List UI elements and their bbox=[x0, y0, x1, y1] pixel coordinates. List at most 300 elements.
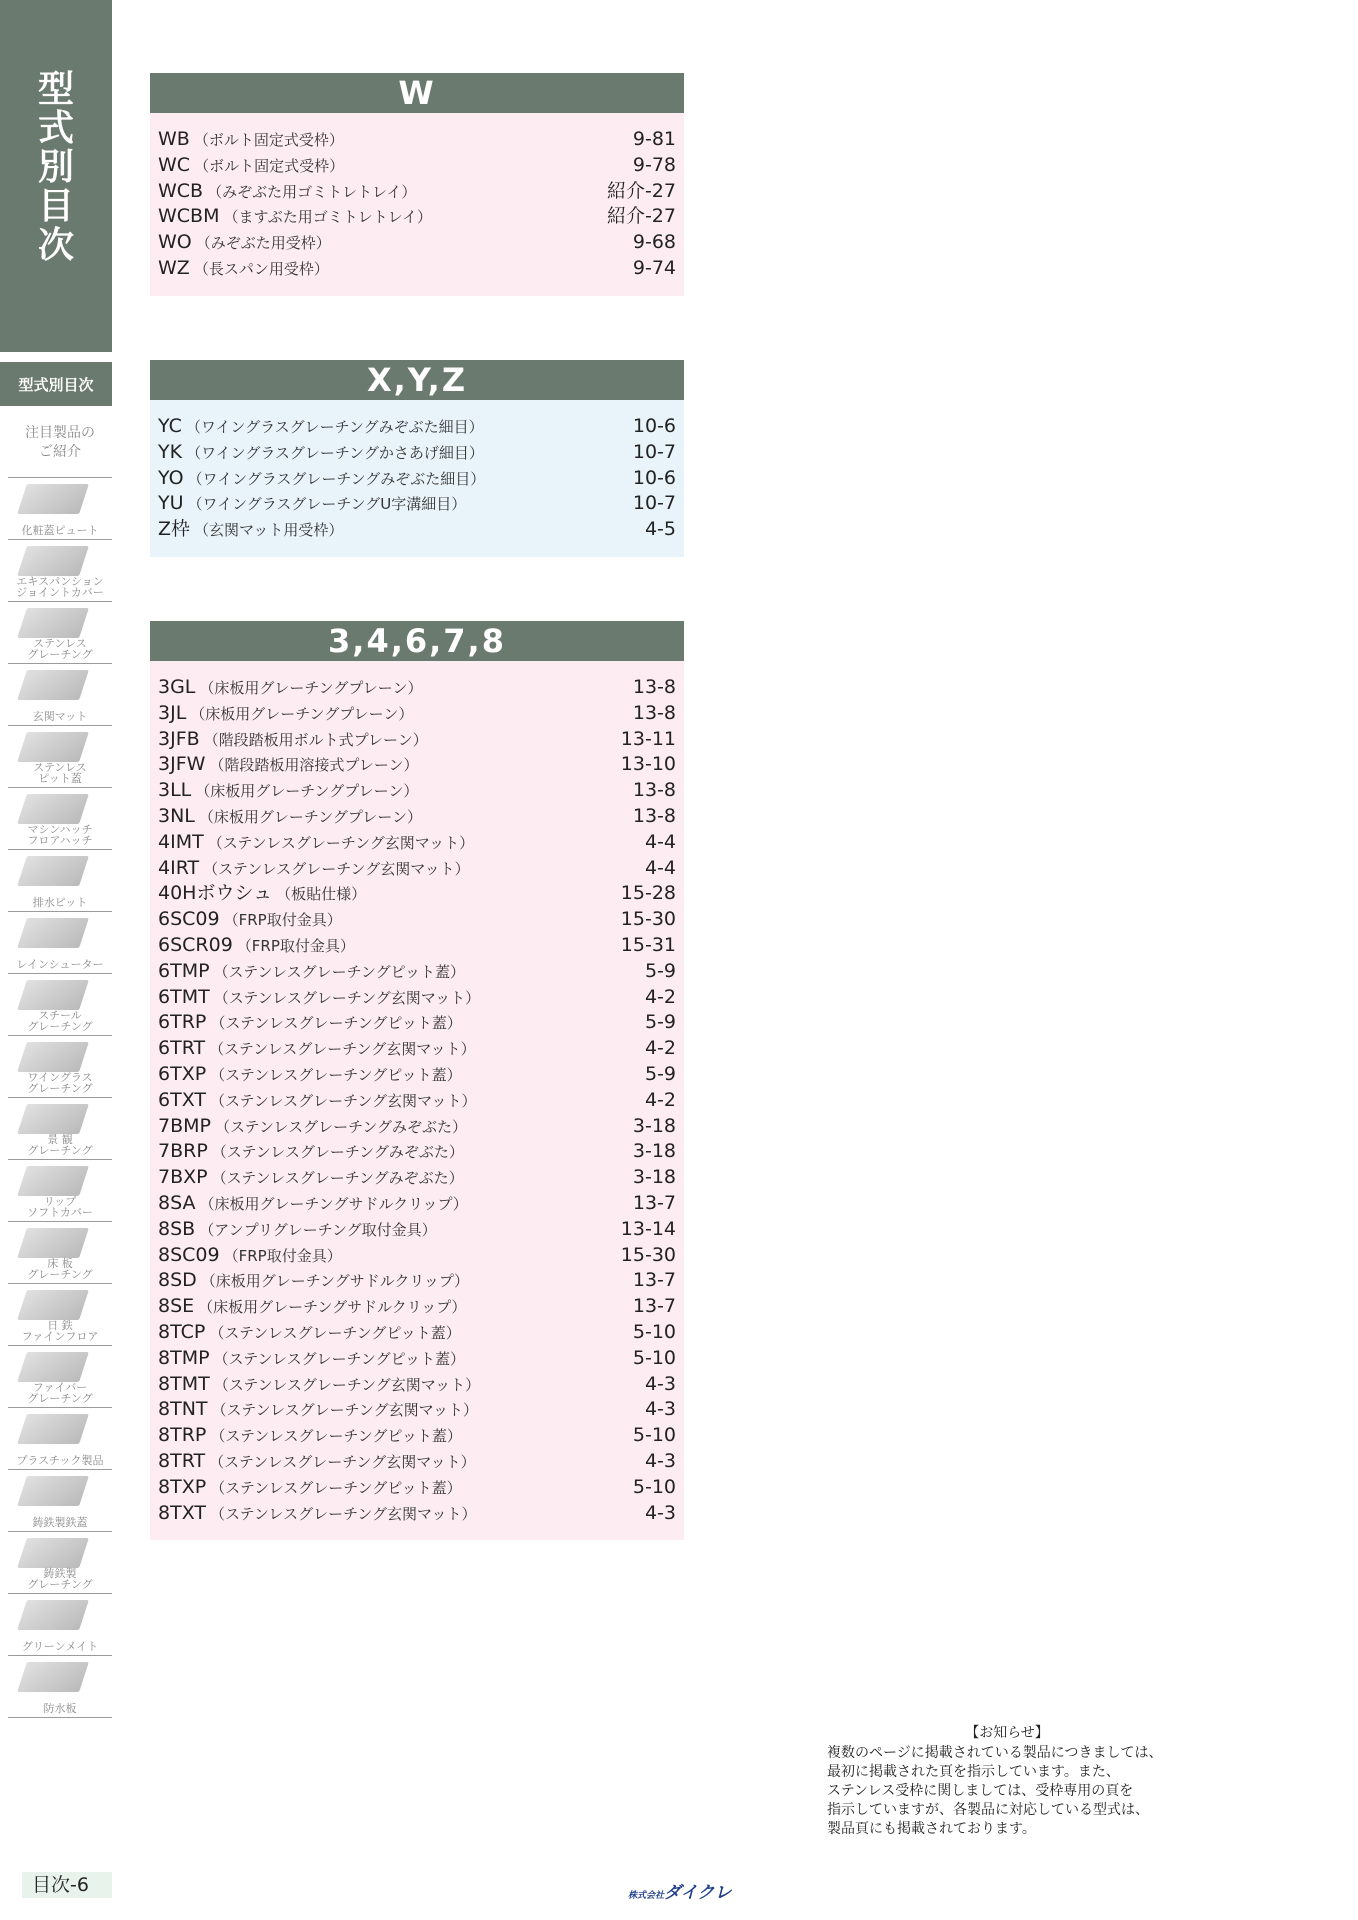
section-body bbox=[150, 113, 684, 296]
index-row[interactable] bbox=[158, 153, 676, 179]
model-code: 8SA bbox=[158, 1191, 196, 1214]
index-row[interactable] bbox=[158, 985, 676, 1011]
model-code: 3JFB bbox=[158, 727, 200, 750]
sidebar-item-label: 鋳鉄製鉄蓋 bbox=[32, 1516, 88, 1529]
page-reference: 4-3 bbox=[644, 1449, 676, 1472]
sidebar-item[interactable] bbox=[8, 1098, 112, 1160]
page-reference: 9-78 bbox=[632, 153, 676, 176]
row-label bbox=[158, 1062, 462, 1089]
model-code: 6SC09 bbox=[158, 908, 220, 931]
product-thumbnail bbox=[17, 1414, 89, 1444]
model-description: （ステンレスグレーチング玄関マット） bbox=[203, 859, 470, 878]
product-thumbnail bbox=[17, 918, 89, 948]
model-description: （ワイングラスグレーチングみぞぶた細目） bbox=[187, 469, 486, 488]
sidebar-item-label: 鋳鉄製 グレーチング bbox=[27, 1567, 93, 1591]
product-thumbnail bbox=[17, 670, 89, 700]
page-reference: 13-8 bbox=[632, 779, 676, 802]
model-description: （FRP取付金具） bbox=[236, 936, 355, 955]
page-reference: 10-6 bbox=[632, 415, 676, 437]
sidebar-tab-model-index[interactable]: 型式別目次 bbox=[0, 362, 112, 406]
model-code: 40Hボウシュ bbox=[158, 882, 273, 905]
model-code: 6TXT bbox=[158, 1088, 206, 1111]
vertical-title-char: 式 bbox=[37, 108, 74, 149]
model-description: （ステンレスグレーチング玄関マット） bbox=[213, 1375, 481, 1394]
index-row[interactable] bbox=[158, 830, 676, 856]
section-heading: X,Y,Z bbox=[150, 360, 684, 400]
product-thumbnail bbox=[17, 546, 89, 576]
model-description: （ステンレスグレーチングピット蓋） bbox=[210, 1065, 462, 1084]
sidebar-item-label: 景 観 グレーチング bbox=[27, 1133, 93, 1157]
page-reference: 10-7 bbox=[632, 440, 676, 463]
sidebar-item-label: ファイバー グレーチング bbox=[27, 1381, 93, 1405]
sidebar-item[interactable] bbox=[8, 1470, 112, 1532]
index-row[interactable] bbox=[158, 1062, 676, 1088]
index-row[interactable] bbox=[158, 491, 676, 517]
index-row[interactable] bbox=[158, 959, 676, 985]
model-description: （床板用グレーチングプレーン） bbox=[199, 679, 423, 697]
model-code: 4IMT bbox=[158, 830, 204, 853]
model-code: WCBM bbox=[158, 205, 220, 228]
model-code: 6TMT bbox=[158, 985, 210, 1008]
model-code: 8TXT bbox=[158, 1501, 206, 1524]
page-reference: 4-2 bbox=[644, 1037, 676, 1060]
page-reference: 4-3 bbox=[644, 1372, 676, 1395]
row-label bbox=[158, 727, 428, 754]
model-code: YC bbox=[158, 415, 182, 437]
company-logo bbox=[628, 1878, 731, 1903]
logo-name: ダイクレ bbox=[664, 1883, 732, 1903]
product-thumbnail bbox=[17, 1290, 89, 1320]
page-reference: 13-7 bbox=[632, 1295, 676, 1318]
row-label bbox=[158, 1165, 464, 1192]
model-description: （階段踏板用ボルト式プレーン） bbox=[203, 730, 428, 749]
sidebar-item[interactable] bbox=[8, 540, 112, 602]
model-description: （床板用グレーチングプレーン） bbox=[198, 807, 422, 826]
section-heading: W bbox=[150, 73, 684, 113]
sidebar-item[interactable] bbox=[8, 664, 112, 726]
sidebar-item[interactable] bbox=[8, 788, 112, 850]
model-code: 8TRP bbox=[158, 1424, 207, 1447]
sidebar-item-label: マシンハッチ フロアハッチ bbox=[27, 823, 93, 847]
model-description: （ステンレスグレーチング玄関マット） bbox=[207, 833, 475, 852]
sidebar-item-label: リップ ソフトカバー bbox=[27, 1195, 93, 1219]
model-code: 8SD bbox=[158, 1269, 197, 1292]
index-row[interactable] bbox=[158, 1010, 676, 1036]
model-description: （長スパン用受枠） bbox=[193, 259, 329, 278]
index-row[interactable] bbox=[158, 1088, 676, 1114]
row-label bbox=[158, 1191, 468, 1218]
sidebar-item[interactable] bbox=[8, 1284, 112, 1346]
model-code: 3GL bbox=[158, 676, 196, 698]
sidebar-item-label: エキスパンション ジョイントカバー bbox=[16, 575, 104, 599]
page-reference: 5-10 bbox=[632, 1424, 676, 1447]
index-row[interactable] bbox=[158, 1397, 676, 1423]
row-label bbox=[158, 179, 416, 206]
row-label bbox=[158, 1372, 480, 1399]
index-row[interactable] bbox=[158, 1243, 676, 1269]
page-reference: 13-8 bbox=[632, 676, 676, 698]
model-code: 8TMP bbox=[158, 1346, 210, 1369]
row-label bbox=[158, 933, 355, 960]
sidebar-item[interactable] bbox=[8, 726, 112, 788]
sidebar-item[interactable] bbox=[8, 1222, 112, 1284]
model-description: （階段踏板用溶接式プレーン） bbox=[209, 756, 419, 775]
page-reference: 13-8 bbox=[632, 701, 676, 724]
index-row[interactable] bbox=[158, 1114, 676, 1140]
sidebar-item[interactable] bbox=[8, 602, 112, 664]
index-row[interactable] bbox=[158, 1346, 676, 1372]
product-thumbnail bbox=[17, 1228, 89, 1258]
row-label bbox=[158, 517, 343, 544]
model-description: （床板用グレーチングプレーン） bbox=[195, 782, 419, 801]
sidebar-item[interactable] bbox=[8, 850, 112, 912]
page-reference: 9-81 bbox=[632, 128, 676, 150]
page-reference: 3-18 bbox=[632, 1166, 676, 1189]
vertical-title-char: 目 bbox=[37, 186, 74, 227]
page-reference: 9-74 bbox=[632, 256, 676, 279]
sidebar-item-label: 排水ピット bbox=[32, 896, 88, 909]
sidebar-item-label: 化粧蓋ピュート bbox=[21, 524, 99, 537]
index-row[interactable] bbox=[158, 1475, 676, 1501]
product-thumbnail bbox=[17, 1352, 89, 1382]
index-row[interactable] bbox=[158, 256, 676, 282]
model-description: （ステンレスグレーチングピット蓋） bbox=[213, 1349, 466, 1368]
row-label bbox=[158, 1010, 462, 1037]
product-thumbnail bbox=[17, 732, 89, 762]
vertical-title bbox=[0, 0, 112, 352]
row-label bbox=[158, 856, 470, 883]
model-code: WO bbox=[158, 231, 192, 254]
page-reference: 3-18 bbox=[632, 1114, 676, 1137]
model-code: 6SCR09 bbox=[158, 933, 233, 956]
page-reference: 5-9 bbox=[644, 1011, 676, 1034]
page-reference: 10-6 bbox=[632, 466, 676, 489]
model-description: （ますぶた用ゴミトレトレイ） bbox=[223, 208, 432, 227]
model-code: WCB bbox=[158, 179, 204, 202]
index-row[interactable] bbox=[158, 1372, 676, 1398]
sidebar-item[interactable] bbox=[8, 912, 112, 974]
model-code: YK bbox=[158, 440, 183, 463]
index-row[interactable] bbox=[158, 1217, 676, 1243]
model-code: 7BMP bbox=[158, 1114, 211, 1137]
product-thumbnail bbox=[17, 608, 89, 638]
model-description: （ステンレスグレーチング玄関マット） bbox=[211, 1401, 478, 1420]
row-label bbox=[158, 959, 465, 986]
row-label bbox=[158, 1501, 476, 1528]
page-reference: 13-11 bbox=[620, 727, 676, 750]
page-reference: 15-28 bbox=[620, 882, 676, 905]
sidebar-item[interactable] bbox=[8, 1346, 112, 1408]
model-code: WB bbox=[158, 128, 190, 150]
page-reference: 紹介-27 bbox=[606, 205, 676, 228]
model-code: 6TXP bbox=[158, 1062, 207, 1085]
model-description: （ステンレスグレーチング玄関マット） bbox=[213, 988, 481, 1007]
model-code: 8TXP bbox=[158, 1475, 207, 1498]
row-label bbox=[158, 1139, 464, 1166]
model-description: （ボルト固定式受枠） bbox=[193, 131, 344, 149]
product-thumbnail bbox=[17, 1538, 89, 1568]
index-row[interactable] bbox=[158, 179, 676, 205]
model-code: 8SE bbox=[158, 1295, 195, 1318]
model-code: 6TMP bbox=[158, 959, 210, 982]
index-row[interactable] bbox=[158, 675, 676, 701]
page-reference: 5-10 bbox=[632, 1475, 676, 1498]
product-thumbnail bbox=[17, 1476, 89, 1506]
page-reference: 3-18 bbox=[632, 1140, 676, 1163]
model-description: （ステンレスグレーチングピット蓋） bbox=[209, 1323, 461, 1342]
model-code: 4IRT bbox=[158, 856, 200, 879]
model-description: （床板用グレーチングサドルクリップ） bbox=[198, 1298, 467, 1317]
index-row[interactable] bbox=[158, 1501, 676, 1527]
row-label bbox=[158, 1346, 465, 1373]
page-reference: 4-3 bbox=[644, 1501, 676, 1524]
index-row[interactable] bbox=[158, 727, 676, 753]
sidebar-item[interactable] bbox=[8, 1656, 112, 1718]
model-code: 3NL bbox=[158, 804, 195, 827]
model-description: （床板用グレーチングサドルクリップ） bbox=[199, 1194, 468, 1213]
index-row[interactable] bbox=[158, 440, 676, 466]
page-reference: 4-5 bbox=[644, 518, 676, 541]
index-row[interactable] bbox=[158, 778, 676, 804]
product-thumbnail bbox=[17, 1042, 89, 1072]
index-row[interactable] bbox=[158, 1139, 676, 1165]
model-description: （玄関マット用受枠） bbox=[194, 521, 344, 540]
index-row[interactable] bbox=[158, 701, 676, 727]
index-row[interactable] bbox=[158, 127, 676, 153]
model-description: （ステンレスグレーチングピット蓋） bbox=[210, 1478, 462, 1497]
product-thumbnail bbox=[17, 1662, 89, 1692]
product-thumbnail bbox=[17, 794, 89, 824]
model-description: （ワイングラスグレーチングみぞぶた細目） bbox=[185, 418, 484, 436]
page-reference: 9-68 bbox=[632, 231, 676, 254]
index-row[interactable] bbox=[158, 1165, 676, 1191]
model-description: （みぞぶた用受枠） bbox=[195, 234, 331, 253]
page-reference: 5-9 bbox=[644, 959, 676, 982]
model-description: （ステンレスグレーチング玄関マット） bbox=[209, 1504, 477, 1523]
sidebar-item-label: 玄関マット bbox=[32, 710, 88, 723]
row-label bbox=[158, 675, 422, 702]
row-label bbox=[158, 1320, 461, 1347]
index-row[interactable] bbox=[158, 856, 676, 882]
model-description: （床板用グレーチングプレーン） bbox=[190, 704, 414, 723]
index-row[interactable] bbox=[158, 1036, 676, 1062]
sidebar-item[interactable] bbox=[8, 1594, 112, 1656]
model-description: （ボルト固定式受枠） bbox=[194, 156, 345, 175]
row-label bbox=[158, 466, 485, 493]
row-label bbox=[158, 1294, 466, 1321]
index-row[interactable] bbox=[158, 414, 676, 440]
model-description: （ステンレスグレーチングピット蓋） bbox=[210, 1014, 462, 1033]
sidebar-item-label: ステンレス グレーチング bbox=[27, 637, 93, 661]
sidebar-item-label: レインシューター bbox=[16, 958, 104, 971]
index-row[interactable] bbox=[158, 204, 676, 230]
index-row[interactable] bbox=[158, 933, 676, 959]
sidebar-item[interactable] bbox=[8, 974, 112, 1036]
row-label bbox=[158, 1449, 476, 1476]
row-label bbox=[158, 701, 413, 728]
sidebar-item[interactable] bbox=[8, 1408, 112, 1470]
product-thumbnail bbox=[17, 856, 89, 886]
page-reference: 15-30 bbox=[620, 908, 676, 931]
page-reference: 紹介-27 bbox=[606, 179, 676, 202]
model-code: 8TNT bbox=[158, 1398, 208, 1421]
sidebar-item-label: グリーンメイト bbox=[21, 1640, 99, 1653]
row-label bbox=[158, 907, 342, 934]
sidebar-item-label: 床 板 グレーチング bbox=[27, 1257, 93, 1281]
model-description: （床板用グレーチングサドルクリップ） bbox=[200, 1272, 469, 1291]
index-row[interactable] bbox=[158, 804, 676, 830]
model-code: WC bbox=[158, 153, 191, 176]
row-label bbox=[158, 881, 366, 908]
row-label bbox=[158, 830, 474, 857]
model-description: （FRP取付金具） bbox=[223, 1246, 342, 1265]
row-label bbox=[158, 985, 480, 1012]
model-description: （ステンレスグレーチングみぞぶた） bbox=[211, 1143, 464, 1162]
row-label bbox=[158, 256, 329, 283]
page-reference: 5-10 bbox=[632, 1320, 676, 1343]
section-w bbox=[150, 73, 684, 296]
model-code: YU bbox=[158, 492, 184, 515]
model-code: WZ bbox=[158, 256, 190, 279]
model-code: 7BRP bbox=[158, 1140, 208, 1163]
index-row[interactable] bbox=[158, 907, 676, 933]
page-reference: 15-30 bbox=[620, 1243, 676, 1266]
index-row[interactable] bbox=[158, 1449, 676, 1475]
model-description: （ステンレスグレーチング玄関マット） bbox=[209, 1091, 477, 1110]
notice-text: 複数のページに掲載されている製品につきましては、 最初に掲載された頁を指示しています。また、 ステンレス受枠に関しましては、受枠専用の頁を 指示していますが、各製品に対応している型式は、 製品頁にも掲載されております。 bbox=[827, 1745, 1163, 1837]
row-label bbox=[158, 1397, 478, 1424]
page-reference: 4-2 bbox=[644, 985, 676, 1008]
model-code: 8TRT bbox=[158, 1449, 206, 1472]
notice-title: 【お知らせ】 bbox=[965, 1725, 1049, 1741]
model-description: （ステンレスグレーチングみぞぶた） bbox=[211, 1169, 464, 1188]
model-code: 8TMT bbox=[158, 1372, 210, 1395]
page-reference: 15-31 bbox=[620, 933, 676, 956]
model-description: （ワイングラスグレーチングかさあげ細目） bbox=[186, 443, 484, 462]
model-code: 6TRP bbox=[158, 1011, 207, 1034]
model-description: （ステンレスグレーチング玄関マット） bbox=[209, 1040, 476, 1059]
row-label bbox=[158, 752, 419, 779]
row-label bbox=[158, 1243, 342, 1270]
model-code: 8SC09 bbox=[158, 1243, 220, 1266]
sidebar-item[interactable] bbox=[8, 478, 112, 540]
logo-prefix: 株式会社 bbox=[628, 1891, 665, 1901]
row-label bbox=[158, 1088, 476, 1115]
row-label bbox=[158, 1423, 462, 1450]
model-description: （FRP取付金具） bbox=[223, 911, 342, 930]
sidebar-item-label: スチール グレーチング bbox=[27, 1009, 93, 1033]
index-row[interactable] bbox=[158, 1268, 676, 1294]
section-body bbox=[150, 400, 684, 557]
page-reference: 4-4 bbox=[644, 856, 676, 879]
sidebar-item[interactable] bbox=[8, 1036, 112, 1098]
product-thumbnail bbox=[17, 1166, 89, 1196]
product-thumbnail bbox=[17, 980, 89, 1010]
model-code: 8SB bbox=[158, 1217, 196, 1240]
index-row[interactable] bbox=[158, 1320, 676, 1346]
model-code: 3JFW bbox=[158, 753, 206, 776]
model-description: （板貼仕様） bbox=[276, 885, 367, 904]
row-label bbox=[158, 127, 344, 154]
sidebar-item-label: プラスチック製品 bbox=[16, 1454, 104, 1467]
page-reference: 5-10 bbox=[632, 1346, 676, 1369]
row-label bbox=[158, 1268, 469, 1295]
vertical-title-char: 別 bbox=[37, 147, 74, 188]
product-thumbnail bbox=[17, 1104, 89, 1134]
row-label bbox=[158, 440, 484, 467]
sidebar-nav bbox=[8, 416, 112, 1718]
page-reference: 13-10 bbox=[620, 753, 676, 776]
vertical-title-char: 型 bbox=[37, 69, 74, 110]
index-row[interactable] bbox=[158, 1191, 676, 1217]
index-row[interactable] bbox=[158, 466, 676, 492]
index-row[interactable] bbox=[158, 1294, 676, 1320]
row-label bbox=[158, 1475, 462, 1502]
model-description: （ステンレスグレーチングみぞぶた） bbox=[214, 1117, 468, 1136]
model-description: （ステンレスグレーチングピット蓋） bbox=[213, 962, 466, 981]
model-description: （アンプリグレーチング取付金具） bbox=[199, 1220, 437, 1239]
model-code: 3LL bbox=[158, 779, 192, 802]
index-row[interactable] bbox=[158, 881, 676, 907]
index-row[interactable] bbox=[158, 517, 676, 543]
section-body bbox=[150, 661, 684, 1540]
page-reference: 13-8 bbox=[632, 804, 676, 827]
sidebar-item-label: 日 鉄 ファインフロア bbox=[21, 1319, 99, 1343]
sidebar-item-label: 防水板 bbox=[43, 1702, 77, 1715]
notice-box bbox=[827, 1722, 1207, 1839]
sidebar-item-featured[interactable]: 注目製品の ご紹介 bbox=[8, 416, 112, 478]
sidebar-item-label: ステンレス ピット蓋 bbox=[33, 761, 87, 785]
model-code: 7BXP bbox=[158, 1166, 208, 1189]
page-reference: 4-2 bbox=[644, 1088, 676, 1111]
page-reference: 5-9 bbox=[644, 1062, 676, 1085]
page-reference: 10-7 bbox=[632, 492, 676, 515]
index-row[interactable] bbox=[158, 752, 676, 778]
product-thumbnail bbox=[17, 484, 89, 514]
section-xyz bbox=[150, 360, 684, 557]
page-reference: 4-3 bbox=[644, 1398, 676, 1421]
section-heading: 3,4,6,7,8 bbox=[150, 621, 684, 661]
page-reference: 13-7 bbox=[632, 1269, 676, 1292]
model-description: （みぞぶた用ゴミトレトレイ） bbox=[207, 182, 417, 201]
index-row[interactable] bbox=[158, 1423, 676, 1449]
page-reference: 13-14 bbox=[620, 1217, 676, 1240]
sidebar-item-label: ワイングラス グレーチング bbox=[27, 1071, 93, 1095]
row-label bbox=[158, 153, 344, 180]
page-number: 目次-6 bbox=[22, 1872, 112, 1898]
model-code: YO bbox=[158, 466, 184, 489]
section-numeric bbox=[150, 621, 684, 1540]
row-label bbox=[158, 230, 331, 257]
model-description: （ステンレスグレーチング玄関マット） bbox=[209, 1452, 476, 1471]
row-label bbox=[158, 1217, 437, 1244]
row-label bbox=[158, 804, 422, 831]
product-thumbnail bbox=[17, 1600, 89, 1630]
sidebar-item[interactable] bbox=[8, 1160, 112, 1222]
model-description: （ステンレスグレーチングピット蓋） bbox=[210, 1427, 462, 1446]
model-code: 6TRT bbox=[158, 1037, 206, 1060]
model-description: （ワイングラスグレーチングU字溝細目） bbox=[187, 495, 467, 514]
model-code: 3JL bbox=[158, 701, 187, 724]
vertical-title-char: 次 bbox=[37, 225, 74, 266]
row-label bbox=[158, 1036, 476, 1063]
model-code: Z枠 bbox=[158, 518, 191, 541]
index-row[interactable] bbox=[158, 230, 676, 256]
page-reference: 13-7 bbox=[632, 1191, 676, 1214]
row-label bbox=[158, 491, 466, 518]
sidebar-item[interactable] bbox=[8, 1532, 112, 1594]
page-reference: 4-4 bbox=[644, 830, 676, 853]
